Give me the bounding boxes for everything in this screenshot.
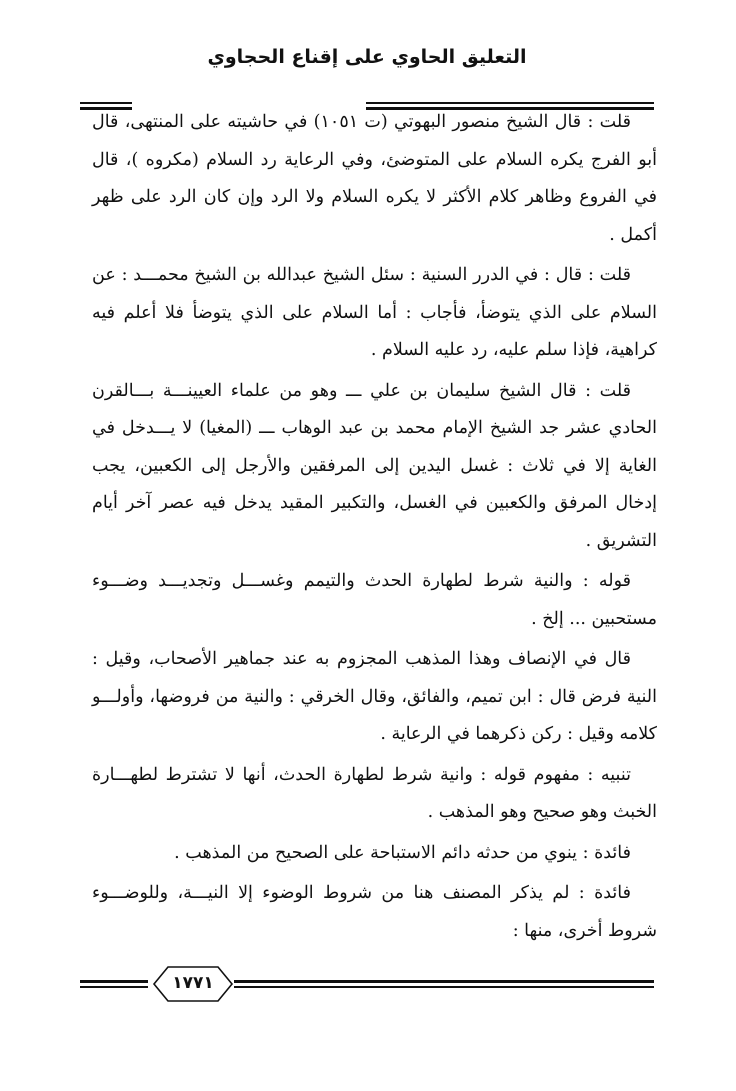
paragraph-3: قلت : قال الشيخ سليمان بن علي ـــ وهو من علماء العيينـــة بـــالقرن الحادي عشر جد الشيخ الإمام محمد بن عبد الوهاب ـــ (المغيا) لا يـــدخل في الغاية إلا في ثلاث : غسل اليدين إلى المرفقين والأرجل إلى الكعبين، يجب إدخال المرفق والكعبين في الغسل، والتكبير المقيد يدخل فيه عصر آخر أيام التشريق . xyxy=(92,380,657,551)
paragraph-8: فائدة : لم يذكر المصنف هنا من شروط الوضوء إلا النيـــة، وللوضـــوء شروط أخرى، منها : xyxy=(92,883,657,941)
paragraph-7: فائدة : ينوي من حدثه دائم الاستباحة على الصحيح من المذهب . xyxy=(174,842,631,863)
footer-rule-right xyxy=(234,980,654,988)
header-title-text: التعليق الحاوي على إقناع الحجاوي xyxy=(197,46,536,68)
paragraph-2: قلت : قال : في الدرر السنية : سئل الشيخ عبدالله بن الشيخ محمـــد : عن السلام على الذي يتوضأ، فأجاب : أما السلام على الذي يتوضأ فلا أعلم فيه كراهية، فإذا سلم عليه، رد عليه السلام . xyxy=(92,265,657,360)
paragraph-1: قلت : قال الشيخ منصور البهوتي (ت ١٠٥١) في حاشيته على المنتهى، قال أبو الفرج يكره السلام على المتوضئ، وفي الرعاية رد السلام (مكروه )، قال في الفروع وظاهر كلام الأكثر لا يكره السلام ولا الرد وإن كان الرد على ظهر أكمل . xyxy=(92,112,657,245)
paragraph-6: تنبيه : مفهوم قوله : وانية شرط لطهارة الحدث، أنها لا تشترط لطهـــارة الخبث وهو صحيح وهو المذهب . xyxy=(92,764,657,822)
body-text xyxy=(92,104,657,953)
paragraph-4: قوله : والنية شرط لطهارة الحدث والتيمم وغســـل وتجديـــد وضـــوء مستحبين ... إلخ . xyxy=(92,571,657,629)
page-number-badge xyxy=(152,964,234,1004)
header-title xyxy=(80,46,654,68)
running-header xyxy=(80,40,654,80)
page-number: ١٧٧١ xyxy=(172,973,214,993)
page-footer xyxy=(80,964,654,1004)
paragraph-5: قال في الإنصاف وهذا المذهب المجزوم به عند جماهير الأصحاب، وقيل : النية فرض قال : ابن تميم، والفائق، وقال الخرقي : والنية من فروضها، وأولـــو كلامه وقيل : ركن ذكرهما في الرعاية . xyxy=(92,649,657,744)
footer-rule-left xyxy=(80,980,148,988)
